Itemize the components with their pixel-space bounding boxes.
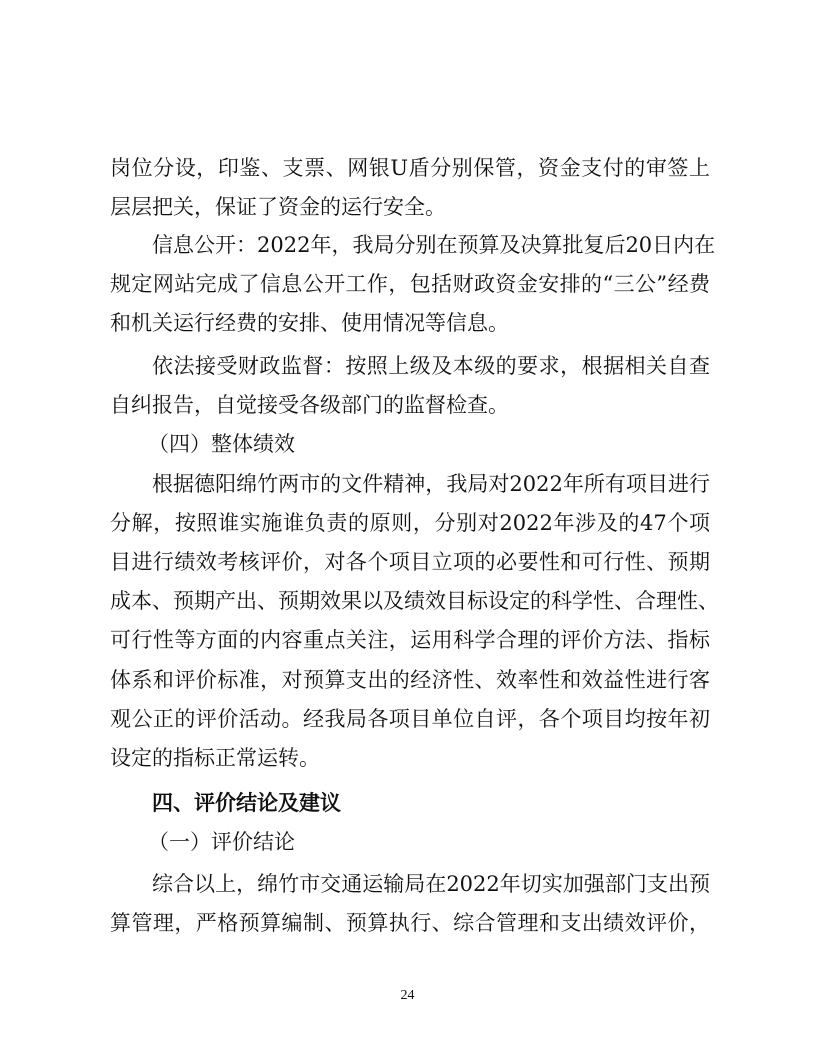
paragraph-line: 分解，按照谁实施谁负责的原则，分别对2022年涉及的47个项 — [110, 511, 710, 535]
paragraph-line: 规定网站完成了信息公开工作，包括财政资金安排的“三公”经费 — [110, 272, 710, 296]
paragraph-line: 综合以上，绵竹市交通运输局在2022年切实加强部门支出预 — [152, 872, 710, 896]
section-heading-1: （一）评价结论 — [148, 830, 295, 854]
paragraph-line: 体系和评价标准，对预算支出的经济性、效率性和效益性进行客 — [110, 668, 710, 692]
paragraph-line: 可行性等方面的内容重点关注，运用科学合理的评价方法、指标 — [110, 628, 710, 652]
paragraph-line: 算管理，严格预算编制、预算执行、综合管理和支出绩效评价， — [110, 911, 710, 935]
paragraph-line: 观公正的评价活动。经我局各项目单位自评，各个项目均按年初 — [110, 707, 710, 731]
paragraph-line: 信息公开：2022年，我局分别在预算及决算批复后20日内在 — [152, 233, 716, 257]
paragraph-line: 岗位分设，印鉴、支票、网银U盾分别保管，资金支付的审签上 — [110, 156, 710, 180]
paragraph-line: 自纠报告，自觉接受各级部门的监督检查。 — [110, 393, 509, 417]
paragraph-line: 和机关运行经费的安排、使用情况等信息。 — [110, 311, 509, 335]
paragraph-line: 成本、预期产出、预期效果以及绩效目标设定的科学性、合理性、 — [110, 589, 719, 613]
paragraph-line: 目进行绩效考核评价，对各个项目立项的必要性和可行性、预期 — [110, 550, 710, 574]
paragraph-line: 根据德阳绵竹两市的文件精神，我局对2022年所有项目进行 — [152, 472, 710, 496]
paragraph-line: 设定的指标正常运转。 — [110, 746, 320, 770]
paragraph-line: 层层把关，保证了资金的运行安全。 — [110, 195, 446, 219]
paragraph-line: 依法接受财政监督：按照上级及本级的要求，根据相关自查 — [152, 354, 710, 378]
section-heading-4: （四）整体绩效 — [148, 432, 295, 456]
page-number: 24 — [400, 988, 415, 1003]
chapter-heading: 四、评价结论及建议 — [152, 791, 341, 815]
